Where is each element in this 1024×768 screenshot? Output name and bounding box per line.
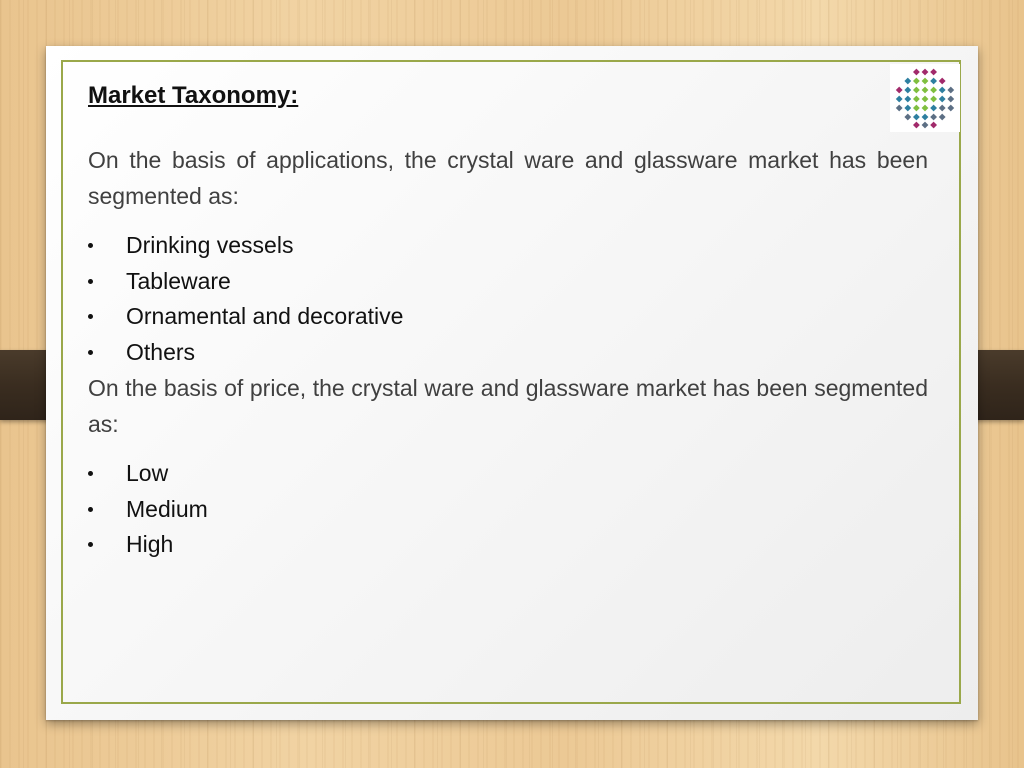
bullet-dot-icon xyxy=(88,314,93,319)
applications-intro: On the basis of applications, the crystal ware and glassware market has been segmented as: xyxy=(88,147,928,209)
list-item: Others xyxy=(88,335,928,371)
bullet-dot-icon xyxy=(88,542,93,547)
list-item: Tableware xyxy=(88,264,928,300)
price-list xyxy=(88,456,928,563)
applications-list xyxy=(88,228,928,370)
slide-title: Market Taxonomy: xyxy=(88,82,299,109)
list-item: Medium xyxy=(88,492,928,528)
logo-diamond xyxy=(930,69,937,76)
bullet-dot-icon xyxy=(88,279,93,284)
slide-paper xyxy=(46,46,978,720)
price-intro: On the basis of price, the crystal ware and glassware market has been segmented as: xyxy=(88,375,928,437)
list-item: Drinking vessels xyxy=(88,228,928,264)
logo-diamond xyxy=(947,87,954,94)
logo-diamond xyxy=(930,96,937,103)
logo-diamond xyxy=(947,96,954,103)
logo-diamond xyxy=(939,105,946,112)
slide-content xyxy=(88,76,928,563)
logo-diamond xyxy=(947,105,954,112)
logo-diamond xyxy=(930,114,937,121)
list-item: Ornamental and decorative xyxy=(88,299,928,335)
bullet-dot-icon xyxy=(88,471,93,476)
logo-diamond xyxy=(939,114,946,121)
bullet-dot-icon xyxy=(88,350,93,355)
logo-diamond xyxy=(939,78,946,85)
logo-diamond xyxy=(922,69,929,76)
bullet-dot-icon xyxy=(88,507,93,512)
logo-diamond xyxy=(913,69,920,76)
logo-diamond xyxy=(939,96,946,103)
logo-diamond xyxy=(930,87,937,94)
logo-diamond xyxy=(939,87,946,94)
list-item: Low xyxy=(88,456,928,492)
logo-diamond xyxy=(930,122,937,129)
logo-diamond xyxy=(930,78,937,85)
list-item: High xyxy=(88,527,928,563)
bullet-dot-icon xyxy=(88,243,93,248)
logo-diamond xyxy=(930,105,937,112)
